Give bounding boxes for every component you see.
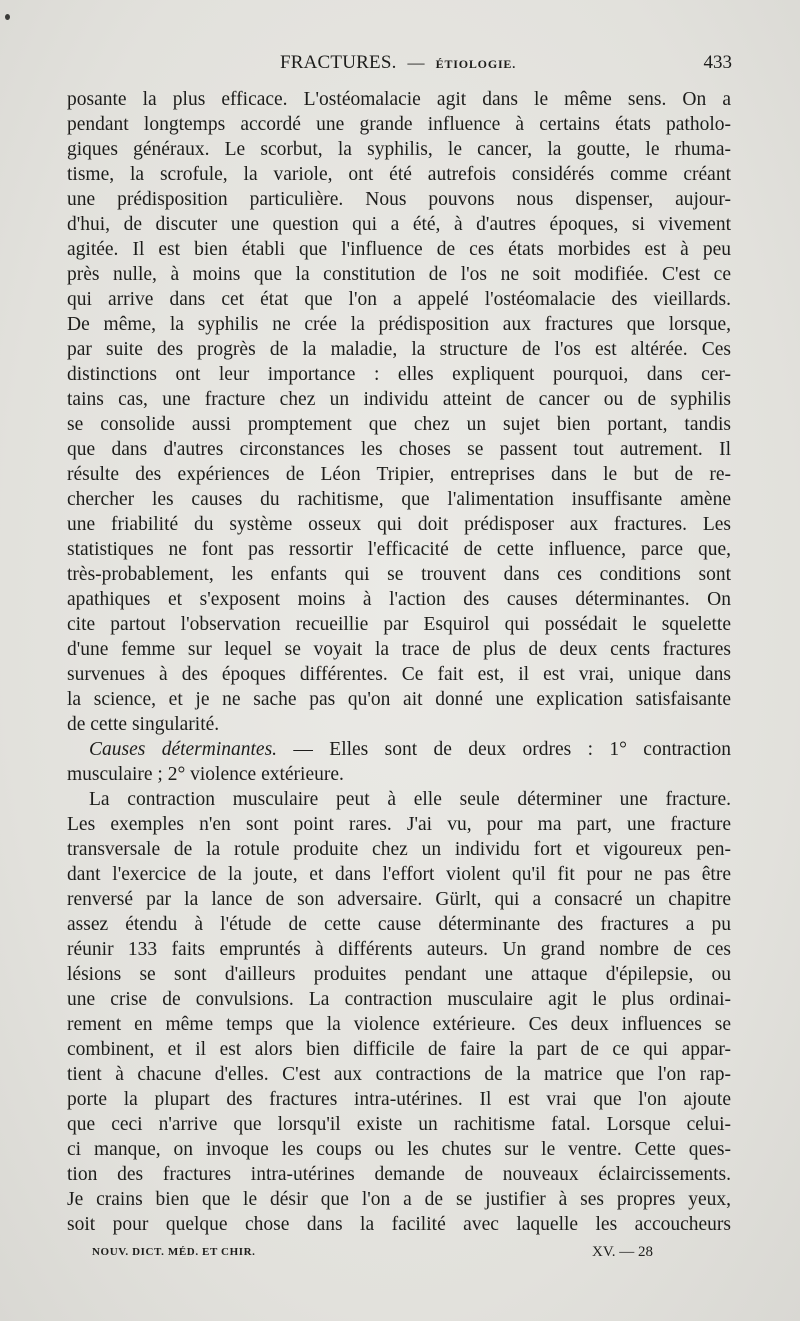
text-line <box>67 487 731 512</box>
text-line <box>67 937 731 962</box>
running-header <box>66 50 732 80</box>
section-heading: Causes déterminantes. <box>89 739 278 760</box>
line-text: musculaire ; 2° violence extérieure. <box>67 764 344 785</box>
text-line <box>67 412 731 437</box>
text-line <box>67 1137 731 1162</box>
text-line <box>67 662 731 687</box>
line-text: agitée. Il est bien établi que l'influence de ces états morbides est à peu <box>67 239 731 260</box>
line-text: de cette singularité. <box>67 714 220 735</box>
line-text: De même, la syphilis ne crée la prédisposition aux fractures que lorsque, <box>67 314 731 335</box>
footer-publication: NOUV. DICT. MÉD. ET CHIR. <box>92 1246 256 1258</box>
text-line <box>67 837 731 862</box>
line-text: giques généraux. Le scorbut, la syphilis, le cancer, la goutte, le rhuma- <box>67 139 731 160</box>
text-line <box>67 1087 731 1112</box>
line-text: Je crains bien que le désir que l'on a de se justifier à ses propres yeux, <box>67 1189 731 1210</box>
line-text: près nulle, à moins que la constitution de l'os ne soit modifiée. C'est ce <box>67 264 731 285</box>
line-text: qui arrive dans cet état que l'on a appelé l'ostéomalacie des vieillards. <box>67 289 731 310</box>
text-line <box>67 887 731 912</box>
text-line <box>67 462 731 487</box>
line-text: assez étendu à l'étude de cette cause déterminante des fractures a pu <box>67 914 731 935</box>
text-line <box>67 1012 731 1037</box>
line-text: pendant longtemps accordé une grande influence à certains états patholo- <box>67 114 731 135</box>
text-line <box>67 562 731 587</box>
header-subtitle: ÉTIOLOGIE. <box>435 57 517 71</box>
header-title: FRACTURES. <box>280 52 397 73</box>
footer <box>92 1244 692 1266</box>
text-line <box>67 637 731 662</box>
text-line <box>67 212 731 237</box>
header-separator: — <box>407 53 425 72</box>
line-text: distinctions ont leur importance : elles expliquent pourquoi, dans cer- <box>67 364 731 385</box>
text-line <box>67 1062 731 1087</box>
text-line <box>67 187 731 212</box>
line-text: par suite des progrès de la maladie, la structure de l'os est altérée. Ces <box>67 339 731 360</box>
line-text: combinent, et il est alors bien difficile de faire la part de ce qui appar- <box>67 1039 731 1060</box>
text-line <box>67 87 731 112</box>
text-line <box>67 1212 731 1237</box>
line-text: très-probablement, les enfants qui se trouvent dans ces conditions sont <box>67 564 731 585</box>
line-text: statistiques ne font pas ressortir l'efficacité de cette influence, parce que, <box>67 539 731 560</box>
text-line <box>67 1162 731 1187</box>
line-text: ci manque, on invoque les coups ou les chutes sur le ventre. Cette ques- <box>67 1139 731 1160</box>
line-text: tisme, la scrofule, la variole, ont été autrefois considérés comme créant <box>67 164 731 185</box>
line-text: Les exemples n'en sont point rares. J'ai vu, pour ma part, une fracture <box>67 814 731 835</box>
line-text: tains cas, une fracture chez un individu atteint de cancer ou de syphilis <box>67 389 731 410</box>
line-text: renversé par la lance de son adversaire. Gürlt, qui a consacré un chapitre <box>67 889 731 910</box>
text-line <box>67 387 731 412</box>
body-text <box>67 87 731 1237</box>
text-line <box>67 962 731 987</box>
line-text: que ceci n'arrive que lorsqu'il existe un rachitisme fatal. Lorsque celui- <box>67 1114 731 1135</box>
line-text: d'une femme sur lequel se voyait la trace de plus de deux cents fractures <box>67 639 731 660</box>
text-line <box>67 537 731 562</box>
running-title <box>280 52 516 74</box>
text-line <box>67 262 731 287</box>
text-line <box>67 312 731 337</box>
line-text: rement en même temps que la violence extérieure. Ces deux influences se <box>67 1014 731 1035</box>
line-text: lésions se sont d'ailleurs produites pendant une attaque d'épilepsie, ou <box>67 964 731 985</box>
text-line <box>67 862 731 887</box>
text-line <box>67 437 731 462</box>
line-text: chercher les causes du rachitisme, que l'alimentation insuffisante amène <box>67 489 731 510</box>
text-line <box>67 1037 731 1062</box>
text-line <box>67 112 731 137</box>
text-line <box>67 912 731 937</box>
line-text: La contraction musculaire peut à elle seule déterminer une fracture. <box>89 789 731 810</box>
line-text: transversale de la rotule produite chez un individu fort et vigoureux pen- <box>67 839 731 860</box>
text-line <box>67 237 731 262</box>
text-line <box>67 987 731 1012</box>
page-number: 433 <box>703 52 732 73</box>
text-line <box>67 687 731 712</box>
line-text: résulte des expériences de Léon Tripier, entreprises dans le but de re- <box>67 464 731 485</box>
line-text: tient à chacune d'elles. C'est aux contractions de la matrice que l'on rap- <box>67 1064 731 1085</box>
line-text: — Elles sont de deux ordres : 1° contraction <box>277 739 731 760</box>
line-text: que dans d'autres circonstances les choses se passent tout autrement. Il <box>67 439 731 460</box>
text-line <box>67 512 731 537</box>
line-text: une friabilité du système osseux qui doit prédisposer aux fractures. Les <box>67 514 731 535</box>
text-line <box>67 337 731 362</box>
line-text: soit pour quelque chose dans la facilité avec laquelle les accoucheurs <box>67 1214 731 1235</box>
footer-volume-signature: XV. — 28 <box>592 1244 653 1260</box>
text-line <box>67 787 731 812</box>
line-text: dant l'exercice de la joute, et dans l'effort violent qu'il fit pour ne pas être <box>67 864 731 885</box>
line-text: cite partout l'observation recueillie par Esquirol qui possédait le squelette <box>67 614 731 635</box>
line-text: d'hui, de discuter une question qui a été, à d'autres époques, si vivement <box>67 214 731 235</box>
text-line <box>67 762 731 787</box>
line-text: une crise de convulsions. La contraction musculaire agit le plus ordinai- <box>67 989 731 1010</box>
text-line <box>67 137 731 162</box>
line-text: tion des fractures intra-utérines demande de nouveaux éclaircissements. <box>67 1164 731 1185</box>
line-text: apathiques et s'exposent moins à l'action des causes déterminantes. On <box>67 589 731 610</box>
line-text: la science, et je ne sache pas qu'on ait donné une explication satisfaisante <box>67 689 731 710</box>
text-line <box>67 587 731 612</box>
line-text: survenues à des époques différentes. Ce fait est, il est vrai, unique dans <box>67 664 731 685</box>
text-line <box>67 712 731 737</box>
line-text: réunir 133 faits empruntés à différents auteurs. Un grand nombre de ces <box>67 939 731 960</box>
line-text: une prédisposition particulière. Nous pouvons nous dispenser, aujour- <box>67 189 731 210</box>
text-line <box>67 612 731 637</box>
text-line <box>67 1112 731 1137</box>
text-line <box>67 812 731 837</box>
line-text: porte la plupart des fractures intra-utérines. Il est vrai que l'on ajoute <box>67 1089 731 1110</box>
line-text: posante la plus efficace. L'ostéomalacie agit dans le même sens. On a <box>67 89 731 110</box>
text-line <box>67 162 731 187</box>
text-line <box>67 362 731 387</box>
text-line <box>67 1187 731 1212</box>
text-line <box>67 287 731 312</box>
line-text: se consolide aussi promptement que chez un sujet bien portant, tandis <box>67 414 731 435</box>
text-line <box>67 737 731 762</box>
ink-speck <box>5 14 10 20</box>
